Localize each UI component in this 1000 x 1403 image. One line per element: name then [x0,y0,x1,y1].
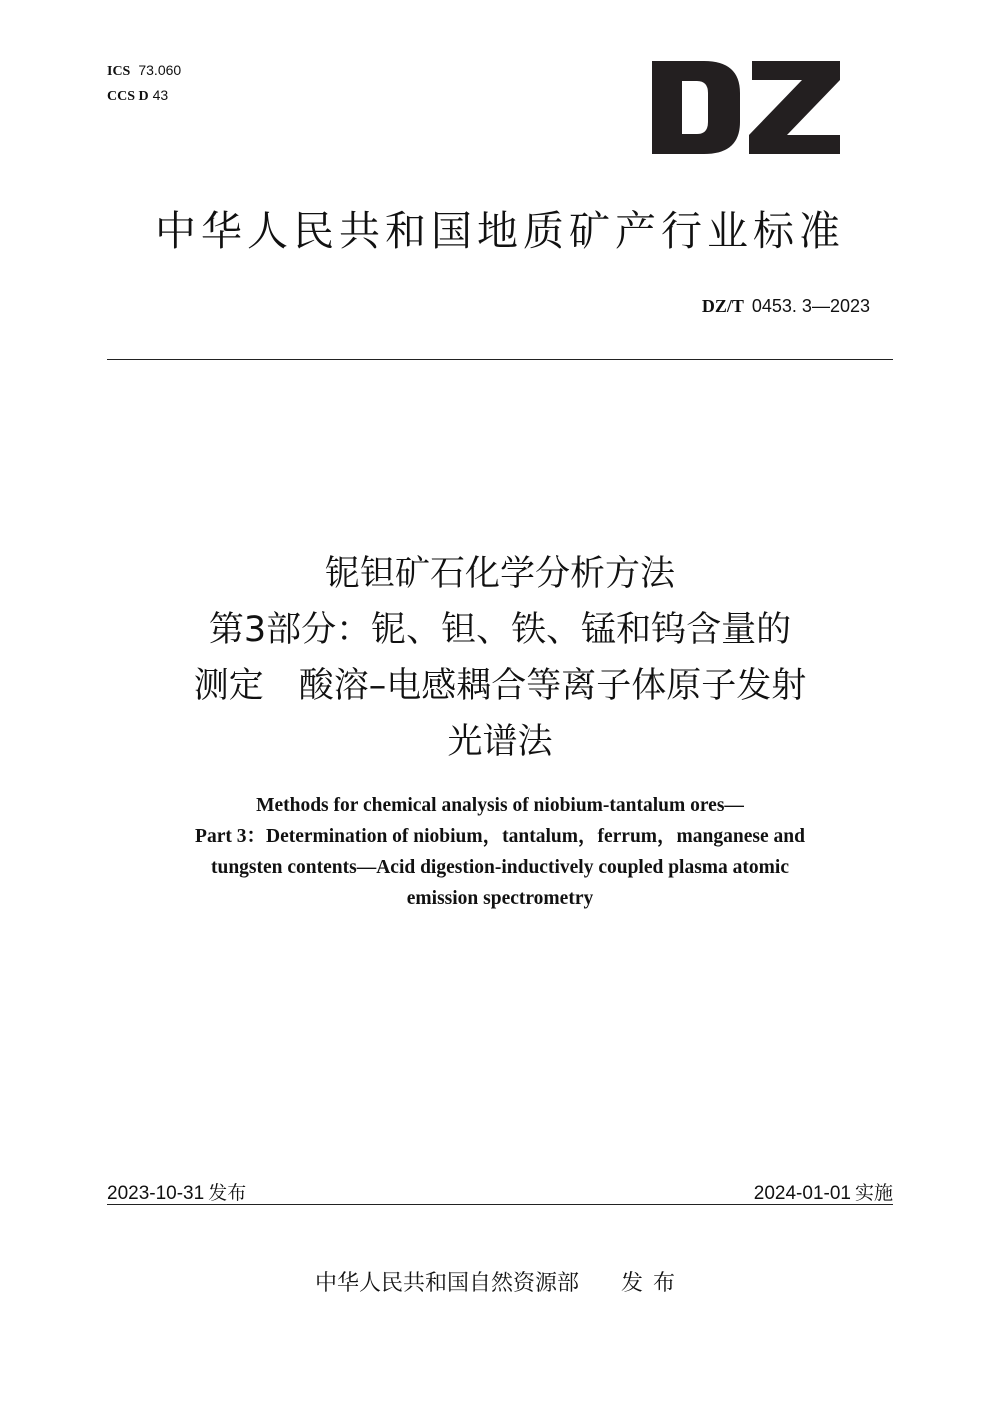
chinese-title-line: 光谱法 [447,722,553,762]
standard-prefix: DZ/T [701,296,744,316]
english-title-line: Part 3：Determination of niobium，tantalum，ferrum，manganese and [195,826,805,847]
english-title-line: Methods for chemical analysis of niobium-tantalum ores— [256,795,744,816]
publisher-action: 发布 [621,1271,686,1296]
english-title-line: emission spectrometry [406,888,594,909]
effective-label: 实施 [854,1182,893,1204]
effective-date-value: 2024-01-01 [753,1183,851,1204]
footer-divider [107,1204,893,1205]
english-title-line: tungsten contents—Acid digestion-inductively coupled plasma atomic [211,857,789,878]
issue-date [107,1178,246,1205]
dz-logo [652,61,840,154]
standard-code: 0453. 3—2023 [751,296,870,316]
issue-date-value: 2023-10-31 [107,1183,205,1204]
header-divider [107,359,893,360]
publisher [100,1266,900,1297]
chinese-title [100,546,900,770]
ccs-value: 43 [152,87,169,103]
ics-value: 73.060 [138,62,182,78]
chinese-title-line: 测定 酸溶–电感耦合等离子体原子发射 [193,666,807,706]
chinese-title-line: 第3部分：铌、钽、铁、锰和钨含量的 [208,610,792,650]
chinese-title-line: 铌钽矿石化学分析方法 [324,554,675,594]
issue-label: 发布 [208,1182,247,1204]
ics-label: ICS [107,64,131,79]
org-title: 中华人民共和国地质矿产行业标准 [155,207,845,255]
english-title [100,790,900,914]
ccs-label: CCS D [107,89,149,104]
publisher-name: 中华人民共和国自然资源部 [314,1271,579,1296]
standard-number [702,296,870,317]
ccs-code [107,87,168,105]
ics-code [107,62,181,80]
effective-date [754,1178,893,1205]
